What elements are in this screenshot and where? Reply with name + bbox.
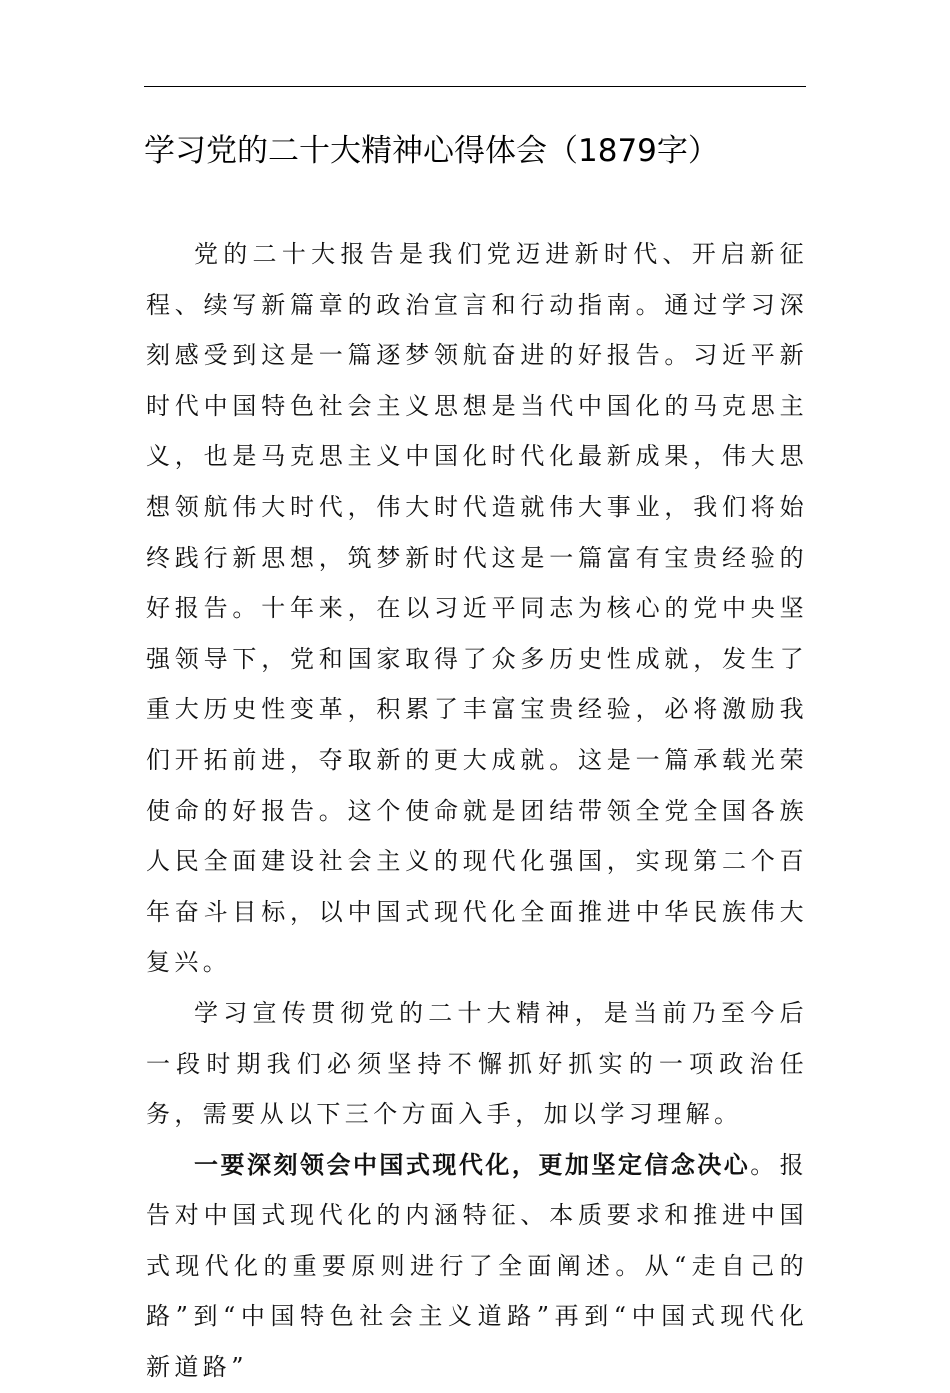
paragraph-1: [146, 229, 808, 988]
document-title: 学习党的二十大精神心得体会（1879字）: [144, 133, 719, 169]
paragraph-3-lead-heading: 一要深刻领会中国式现代化，更加坚定信念决心: [194, 1150, 751, 1179]
header-rule: [144, 86, 806, 87]
paragraph-2-text: 学习宣传贯彻党的二十大精神，是当前乃至今后一段时期我们必须坚持不懈抓好抓实的一项政治任务，需要从以下三个方面入手，加以学习理解。: [146, 998, 808, 1129]
paragraph-2: [146, 988, 808, 1140]
paragraph-1-text: 党的二十大报告是我们党迈进新时代、开启新征程、续写新篇章的政治宣言和行动指南。通过学习深刻感受到这是一篇逐梦领航奋进的好报告。习近平新时代中国特色社会主义思想是当代中国化的马克思主义，也是马克思主义中国化时代化最新成果，伟大思想领航伟大时代，伟大时代造就伟大事业，我们将始终践行新思想，筑梦新时代这是一篇富有宝贵经验的好报告。十年来，在以习近平同志为核心的党中央坚强领导下，党和国家取得了众多历史性成就，发生了重大历史性变革，积累了丰富宝贵经验，必将激励我们开拓前进，夺取新的更大成就。这是一篇承载光荣使命的好报告。这个使命就是团结带领全党全国各族人民全面建设社会主义的现代化强国，实现第二个百年奋斗目标，以中国式现代化全面推进中华民族伟大复兴。: [146, 240, 808, 977]
document-body: [146, 229, 808, 1393]
paragraph-3-text: 。报告对中国式现代化的内涵特征、本质要求和推进中国式现代化的重要原则进行了全面阐述。从“走自己的路”到“中国特色社会主义道路”再到“中国式现代化新道路”: [146, 1150, 808, 1382]
paragraph-3: [146, 1140, 808, 1393]
